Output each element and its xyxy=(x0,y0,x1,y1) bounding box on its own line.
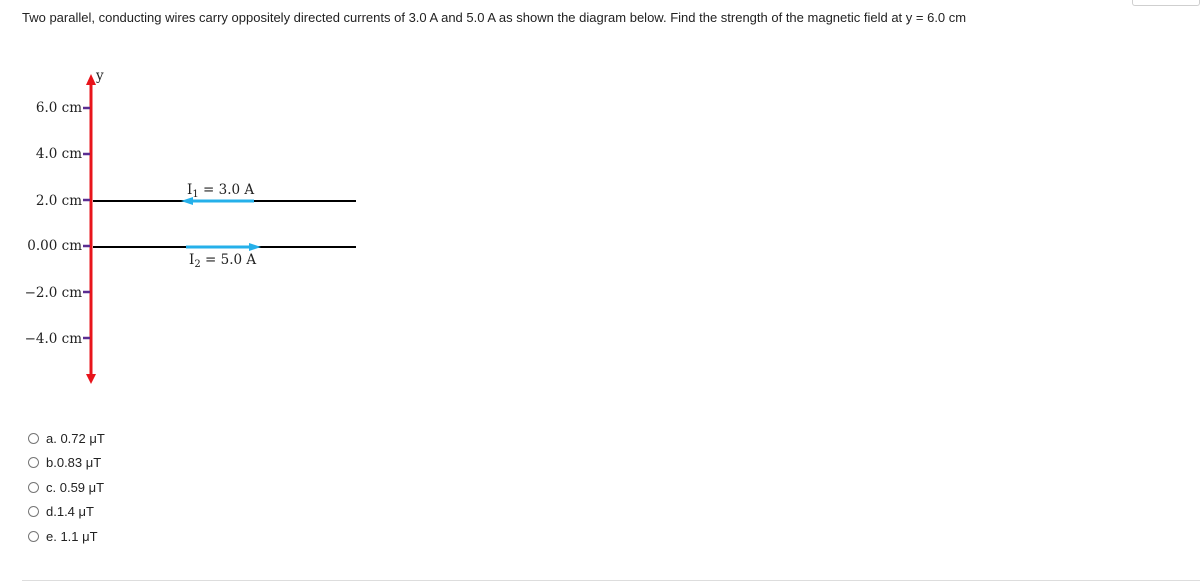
answer-label-b: b.0.83 μT xyxy=(46,455,102,471)
bottom-divider xyxy=(22,580,1200,581)
answer-option-e[interactable] xyxy=(28,524,105,549)
answer-label-d: d.1.4 μT xyxy=(46,504,94,520)
tick-label-0cm: 0.00 cm xyxy=(27,238,82,254)
answer-label-a: a. 0.72 μT xyxy=(46,430,105,446)
radio-button-d[interactable] xyxy=(28,506,39,517)
tick-label-minus4cm: −4.0 cm xyxy=(24,331,82,347)
tick-4cm xyxy=(36,146,90,162)
y-axis-arrow-down xyxy=(86,374,96,384)
y-axis-arrow-up xyxy=(86,74,96,85)
tick-label-6cm: 6.0 cm xyxy=(35,100,82,116)
radio-button-a[interactable] xyxy=(28,433,39,444)
current-label-bottom: $I_2 = 5.0$ A xyxy=(189,252,257,270)
current-arrow-top-head xyxy=(181,197,193,205)
radio-button-b[interactable] xyxy=(28,457,39,468)
y-axis-name: y xyxy=(96,68,104,84)
current-arrow-bottom-head xyxy=(249,243,261,251)
answer-label-e: e. 1.1 μT xyxy=(46,528,98,544)
answer-option-a[interactable] xyxy=(28,426,105,451)
tick-label-4cm: 4.0 cm xyxy=(35,146,82,162)
top-right-tab xyxy=(1132,0,1200,6)
tick-label-minus2cm: −2.0 cm xyxy=(24,285,82,301)
tick-6cm xyxy=(36,100,90,116)
wire-diagram xyxy=(0,0,380,400)
current-label-top: $I_1 = 3.0$ A xyxy=(187,182,255,200)
answer-option-c[interactable] xyxy=(28,475,105,500)
tick-2cm xyxy=(36,193,90,209)
answer-option-b[interactable] xyxy=(28,451,105,476)
answer-options xyxy=(28,426,105,549)
tick-label-2cm: 2.0 cm xyxy=(35,193,82,209)
radio-button-c[interactable] xyxy=(28,482,39,493)
tick-0cm xyxy=(27,238,90,254)
answer-option-d[interactable] xyxy=(28,500,105,525)
tick-minus4cm xyxy=(25,331,90,347)
answer-label-c: c. 0.59 μT xyxy=(46,479,105,495)
tick-minus2cm xyxy=(25,285,90,301)
question-text: Two parallel, conducting wires carry oppositely directed currents of 3.0 A and 5.0 A as shown the diagram below. Find the strength of the magnetic field at y = 6.0 cm xyxy=(22,10,967,25)
radio-button-e[interactable] xyxy=(28,531,39,542)
